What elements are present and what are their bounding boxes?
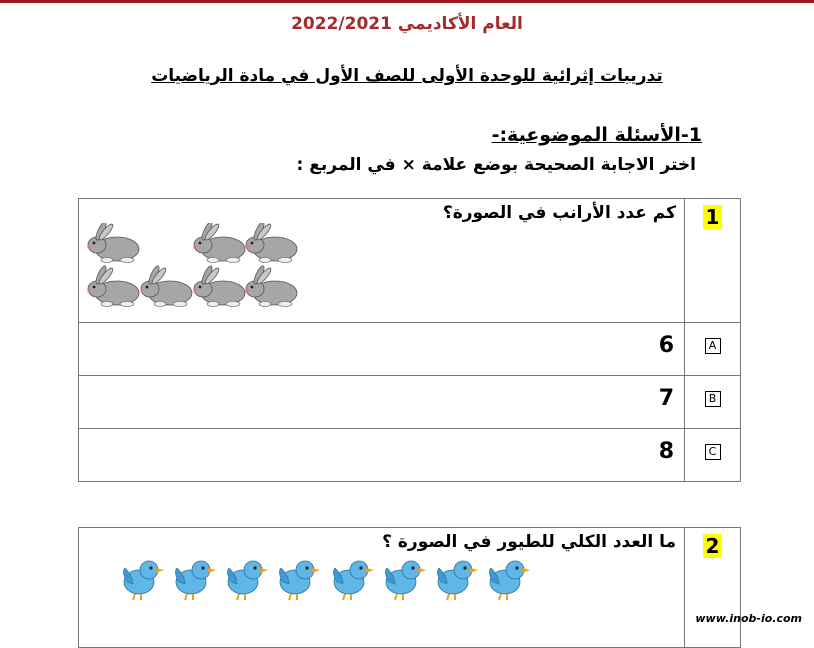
- rabbit-icon: [87, 265, 139, 307]
- rabbit-icon: [140, 265, 192, 307]
- option-value: 8: [658, 439, 674, 464]
- bird-picture: [79, 552, 684, 632]
- bird-icon: [175, 561, 216, 600]
- question-2-table: [78, 527, 741, 648]
- academic-year: العام الأكاديمي 2022/2021: [291, 14, 523, 34]
- question-number: 1: [703, 205, 723, 229]
- answer-box-a[interactable]: A: [705, 338, 721, 354]
- bird-icon: [279, 561, 320, 600]
- rabbit-icon: [245, 223, 297, 263]
- instruction-text: اختر الاجابة الصحيحة بوضع علامة × في المربع :: [296, 155, 696, 175]
- bird-icon: [385, 561, 426, 600]
- bird-icon: [437, 561, 478, 600]
- document-title: تدريبات إثرائية للوحدة الأولى للصف الأول في مادة الرياضيات: [151, 66, 663, 86]
- rabbit-icon: [245, 265, 297, 307]
- question-2-cell: [79, 528, 685, 648]
- rabbit-picture: [79, 223, 684, 313]
- question-1-table: [78, 198, 741, 482]
- option-value: 6: [658, 333, 674, 358]
- rabbit-icon: [193, 265, 245, 307]
- top-rule: [0, 0, 814, 3]
- bird-icon: [227, 561, 268, 600]
- option-row-b: [79, 376, 741, 429]
- rabbit-icon: [87, 223, 139, 263]
- section-heading: 1-الأسئلة الموضوعية:-: [491, 124, 702, 146]
- option-value: 7: [658, 386, 674, 411]
- question-1-cell: [79, 199, 685, 323]
- bird-icon: [123, 561, 164, 600]
- bird-icon: [489, 561, 530, 600]
- answer-box-c[interactable]: C: [705, 444, 721, 460]
- question-text: ما العدد الكلي للطيور في الصورة ؟: [382, 532, 676, 552]
- bird-icon: [333, 561, 374, 600]
- option-row-a: [79, 323, 741, 376]
- question-text: كم عدد الأرانب في الصورة؟: [442, 203, 676, 223]
- question-number: 2: [703, 534, 723, 558]
- answer-box-b[interactable]: B: [705, 391, 721, 407]
- rabbit-icon: [193, 223, 245, 263]
- website-link[interactable]: www.inob-io.com: [695, 612, 802, 625]
- option-row-c: [79, 429, 741, 482]
